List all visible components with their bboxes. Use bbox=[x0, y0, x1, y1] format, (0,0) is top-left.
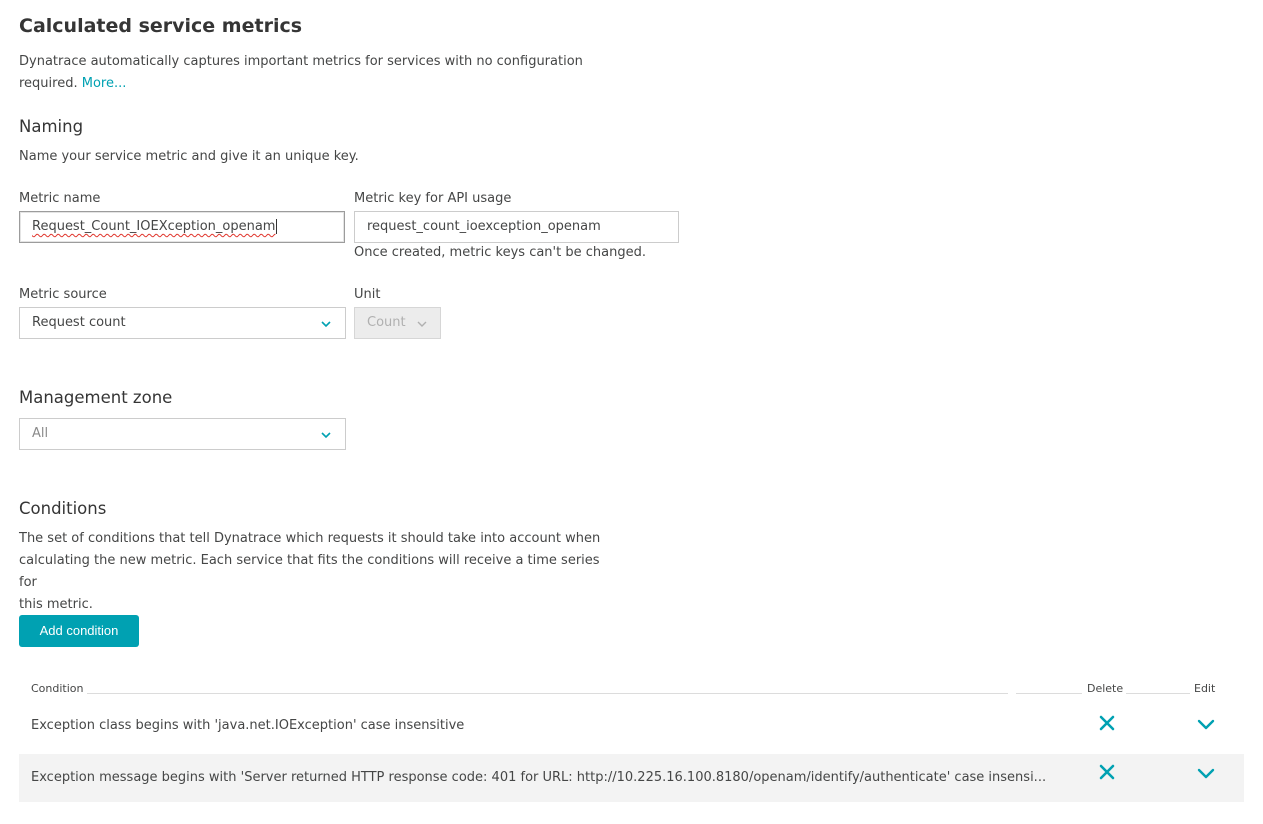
text-caret bbox=[276, 219, 277, 234]
unit-label: Unit bbox=[354, 287, 381, 302]
chevron-down-icon bbox=[320, 318, 332, 330]
metric-source-label: Metric source bbox=[19, 287, 107, 302]
metric-source-select[interactable] bbox=[19, 307, 346, 339]
chevron-down-icon bbox=[320, 429, 332, 441]
metric-name-label: Metric name bbox=[19, 191, 101, 206]
intro-text bbox=[19, 51, 619, 95]
metric-key-hint: Once created, metric keys can't be changed. bbox=[354, 245, 646, 260]
metric-name-input[interactable] bbox=[19, 211, 345, 243]
metric-key-input[interactable] bbox=[354, 211, 679, 243]
metric-key-label: Metric key for API usage bbox=[354, 191, 512, 206]
conditions-desc-line-2: calculating the new metric. Each service that fits the conditions will receive a time series for bbox=[19, 553, 600, 590]
conditions-desc-line-3: this metric. bbox=[19, 597, 93, 612]
column-header-edit: Edit bbox=[1194, 682, 1216, 695]
close-icon[interactable] bbox=[1097, 762, 1117, 782]
intro-line-1: Dynatrace automatically captures important metrics for services with no configuration bbox=[19, 54, 583, 69]
conditions-description bbox=[19, 528, 619, 616]
column-header-condition: Condition bbox=[31, 682, 84, 695]
naming-description: Name your service metric and give it an unique key. bbox=[19, 149, 359, 164]
metric-name-value: Request_Count_IOEXception_openam bbox=[32, 219, 276, 234]
naming-heading: Naming bbox=[19, 117, 84, 136]
more-link[interactable]: More... bbox=[81, 76, 127, 91]
metric-key-value: request_count_ioexception_openam bbox=[367, 219, 601, 234]
chevron-down-icon[interactable] bbox=[1196, 714, 1216, 734]
page-title: Calculated service metrics bbox=[19, 15, 303, 37]
table-row bbox=[19, 754, 1244, 802]
management-zone-heading: Management zone bbox=[19, 388, 173, 407]
intro-line-2-text: required. bbox=[19, 76, 78, 91]
column-header-delete: Delete bbox=[1087, 682, 1124, 695]
header-divider bbox=[1126, 693, 1190, 694]
unit-value: Count bbox=[367, 315, 406, 330]
add-condition-button[interactable]: Add condition bbox=[19, 615, 139, 647]
header-divider bbox=[87, 693, 1008, 694]
condition-text: Exception message begins with 'Server returned HTTP response code: 401 for URL: http://10.225.16.100.8180/openam/identify/authenticate' case insensi... bbox=[31, 770, 1047, 785]
close-icon[interactable] bbox=[1097, 713, 1117, 733]
intro-line-2 bbox=[19, 73, 619, 95]
chevron-down-icon[interactable] bbox=[1196, 763, 1216, 783]
metric-source-value: Request count bbox=[32, 315, 126, 330]
condition-text: Exception class begins with 'java.net.IOException' case insensitive bbox=[31, 718, 465, 733]
management-zone-value: All bbox=[32, 426, 49, 441]
chevron-down-icon bbox=[416, 318, 428, 330]
unit-select bbox=[354, 307, 441, 339]
management-zone-select[interactable] bbox=[19, 418, 346, 450]
conditions-desc-line-1: The set of conditions that tell Dynatrace which requests it should take into account when bbox=[19, 531, 601, 546]
table-row bbox=[19, 702, 1244, 750]
conditions-heading: Conditions bbox=[19, 499, 107, 518]
header-divider bbox=[1016, 693, 1082, 694]
